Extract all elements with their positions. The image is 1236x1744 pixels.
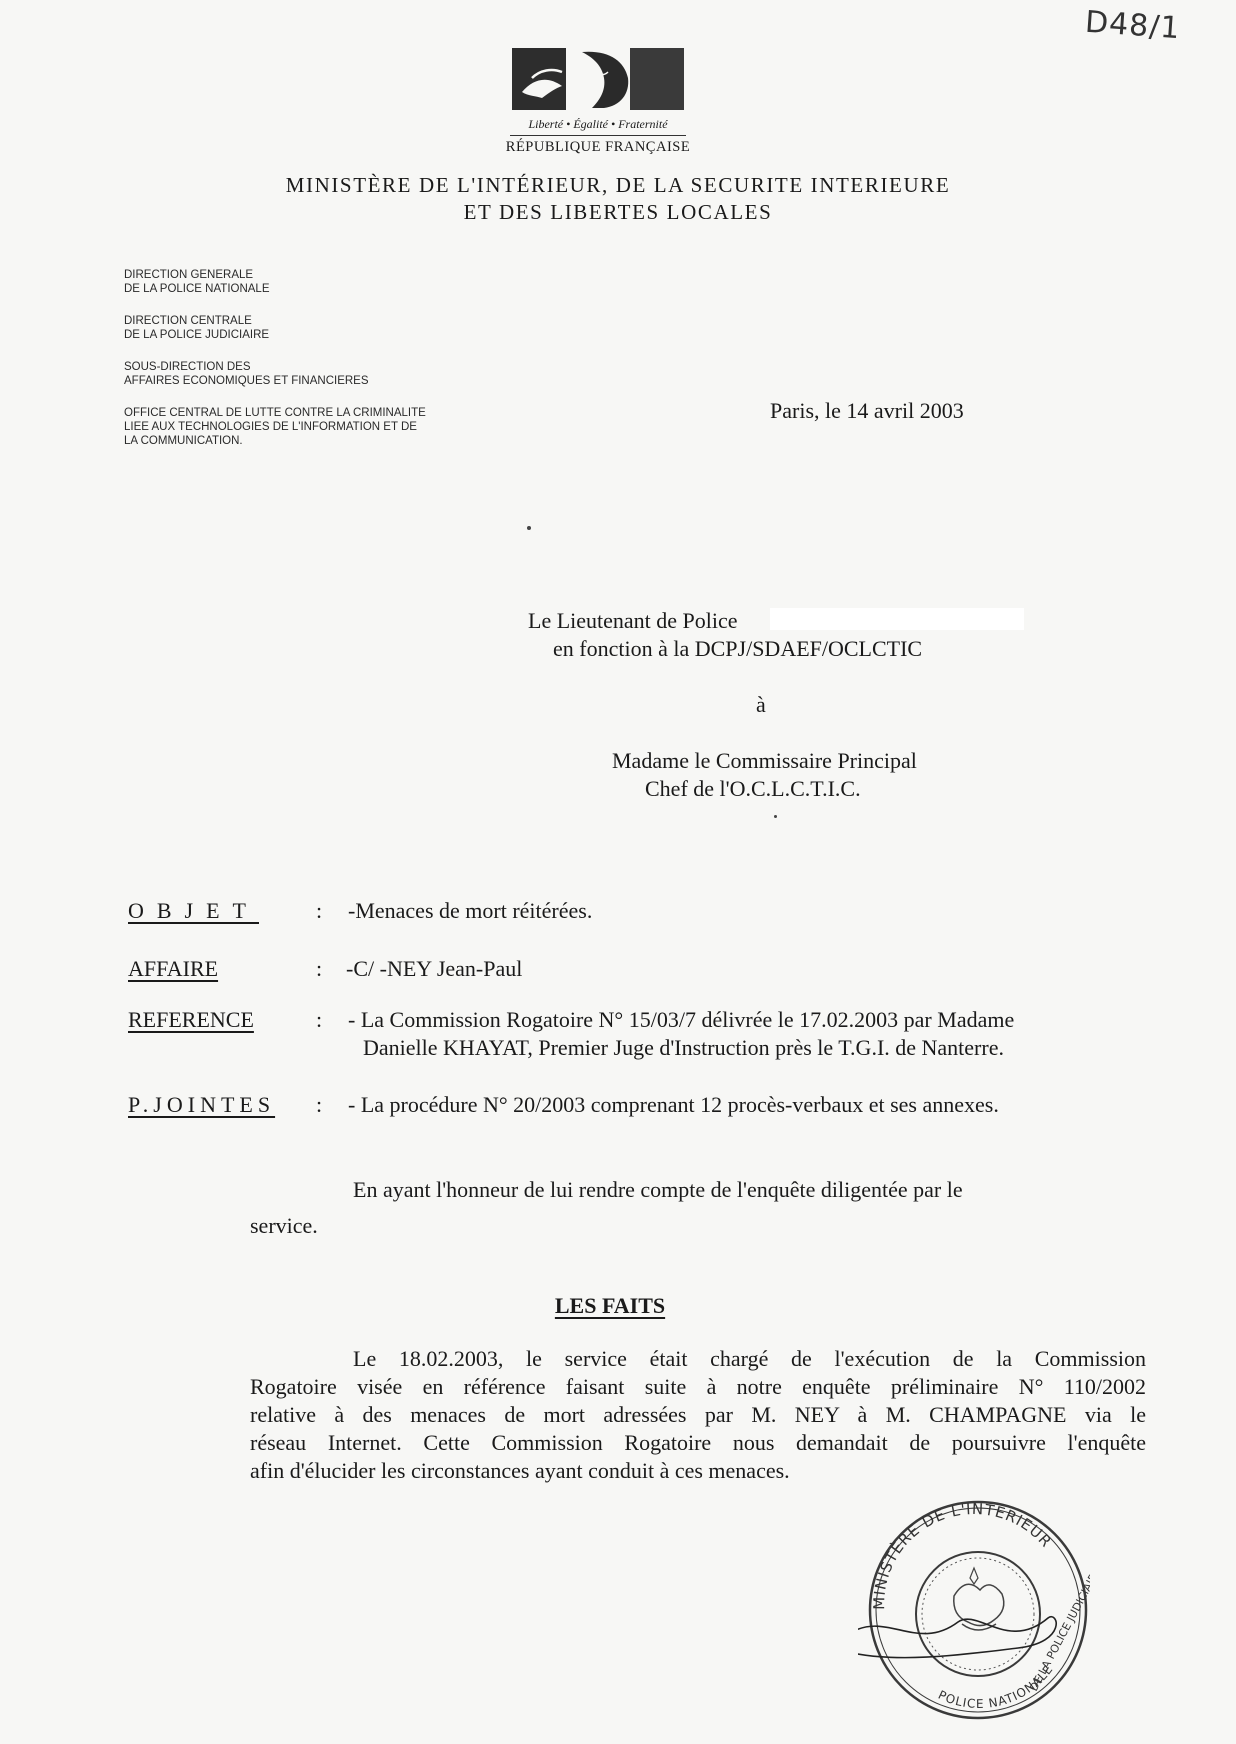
marianne-logo — [512, 48, 684, 110]
field-affaire-colon: : — [316, 956, 323, 981]
section-title: LES FAITS — [554, 1293, 666, 1318]
a-line: à — [756, 692, 766, 717]
intro-line1: En ayant l'honneur de lui rendre compte de l'enquête diligentée par le — [353, 1177, 963, 1202]
faits-line5: afin d'élucider les circonstances ayant conduit à ces menaces. — [250, 1458, 790, 1483]
devise-divider — [510, 135, 686, 136]
faits-line2: Rogatoire visée en référence faisant suite à notre enquête préliminaire N° 110/2002 — [250, 1374, 1146, 1399]
ministry-title-line1: MINISTÈRE DE L'INTÉRIEUR, DE LA SECURITE INTERIEURE — [285, 173, 951, 197]
field-objet-value: -Menaces de mort réitérées. — [348, 898, 593, 923]
sender-line1: Le Lieutenant de Police — [528, 608, 738, 633]
field-reference-value-line1: - La Commission Rogatoire N° 15/03/7 délivrée le 17.02.2003 par Madame — [348, 1007, 1015, 1032]
speck — [527, 526, 531, 530]
administrative-hierarchy — [124, 268, 426, 466]
faits-line1: Le 18.02.2003, le service était chargé de l'exécution de la Commission — [353, 1346, 1146, 1371]
field-affaire — [128, 956, 1128, 986]
field-affaire-value: -C/ -NEY Jean-Paul — [346, 956, 523, 981]
sender-line2: en fonction à la DCPJ/SDAEF/OCLCTIC — [553, 636, 923, 661]
official-seal-stamp — [858, 1492, 1090, 1724]
field-reference-colon: : — [316, 1007, 323, 1032]
devise: Liberté • Égalité • Fraternité — [528, 117, 668, 131]
seal-outer-text: MINISTÈRE DE L'INTÉRIEUR — [870, 1499, 1056, 1610]
recipient-line1: Madame le Commissaire Principal — [612, 748, 917, 773]
ministry-title — [180, 172, 1056, 226]
handwritten-reference: D48/1 — [1083, 4, 1182, 47]
faits-paragraph — [250, 1345, 1146, 1485]
field-affaire-label: AFFAIRE — [128, 956, 219, 981]
field-reference-value-line2: Danielle KHAYAT, Premier Juge d'Instruction près le T.G.I. de Nanterre. — [363, 1035, 1004, 1060]
field-objet-label: OBJET — [128, 898, 259, 923]
field-pjointes-label: P.JOINTES — [128, 1092, 276, 1117]
sous-direction: SOUS-DIRECTION DES AFFAIRES ECONOMIQUES ET FINANCIERES — [124, 361, 369, 387]
field-objet — [128, 898, 1128, 928]
field-reference-label: REFERENCE — [128, 1007, 254, 1032]
field-pjointes — [128, 1092, 1128, 1122]
speck — [774, 815, 777, 818]
field-objet-colon: : — [316, 898, 323, 923]
field-reference — [128, 1007, 1128, 1067]
seal-right-text: DE LA POLICE JUDICIAIRE — [1027, 1565, 1090, 1694]
office-central: OFFICE CENTRAL DE LUTTE CONTRE LA CRIMINALITE LIEE AUX TECHNOLOGIES DE L'INFORMATION ET DE LA COMMUNICATION. — [124, 407, 426, 447]
faits-line3: relative à des menaces de mort adressées par M. NEY à M. CHAMPAGNE via le — [250, 1402, 1146, 1427]
redaction-box — [770, 608, 1024, 630]
recipient-line2: Chef de l'O.C.L.C.T.I.C. — [645, 776, 861, 801]
field-pjointes-colon: : — [316, 1092, 323, 1117]
republique-francaise: RÉPUBLIQUE FRANÇAISE — [505, 139, 691, 155]
direction-centrale: DIRECTION CENTRALE DE LA POLICE JUDICIAIRE — [124, 315, 270, 341]
field-pjointes-value: - La procédure N° 20/2003 comprenant 12 procès-verbaux et ses annexes. — [348, 1092, 999, 1117]
intro-line2: service. — [250, 1213, 318, 1238]
direction-generale: DIRECTION GENERALE DE LA POLICE NATIONALE — [124, 269, 270, 295]
seal-inner-text: POLICE NATIONALE — [935, 1662, 1056, 1711]
ministry-title-line2: ET DES LIBERTES LOCALES — [463, 200, 773, 224]
date-line: Paris, le 14 avril 2003 — [770, 398, 964, 423]
faits-line4: réseau Internet. Cette Commission Rogatoire nous demandait de poursuivre l'enquête — [250, 1430, 1146, 1455]
